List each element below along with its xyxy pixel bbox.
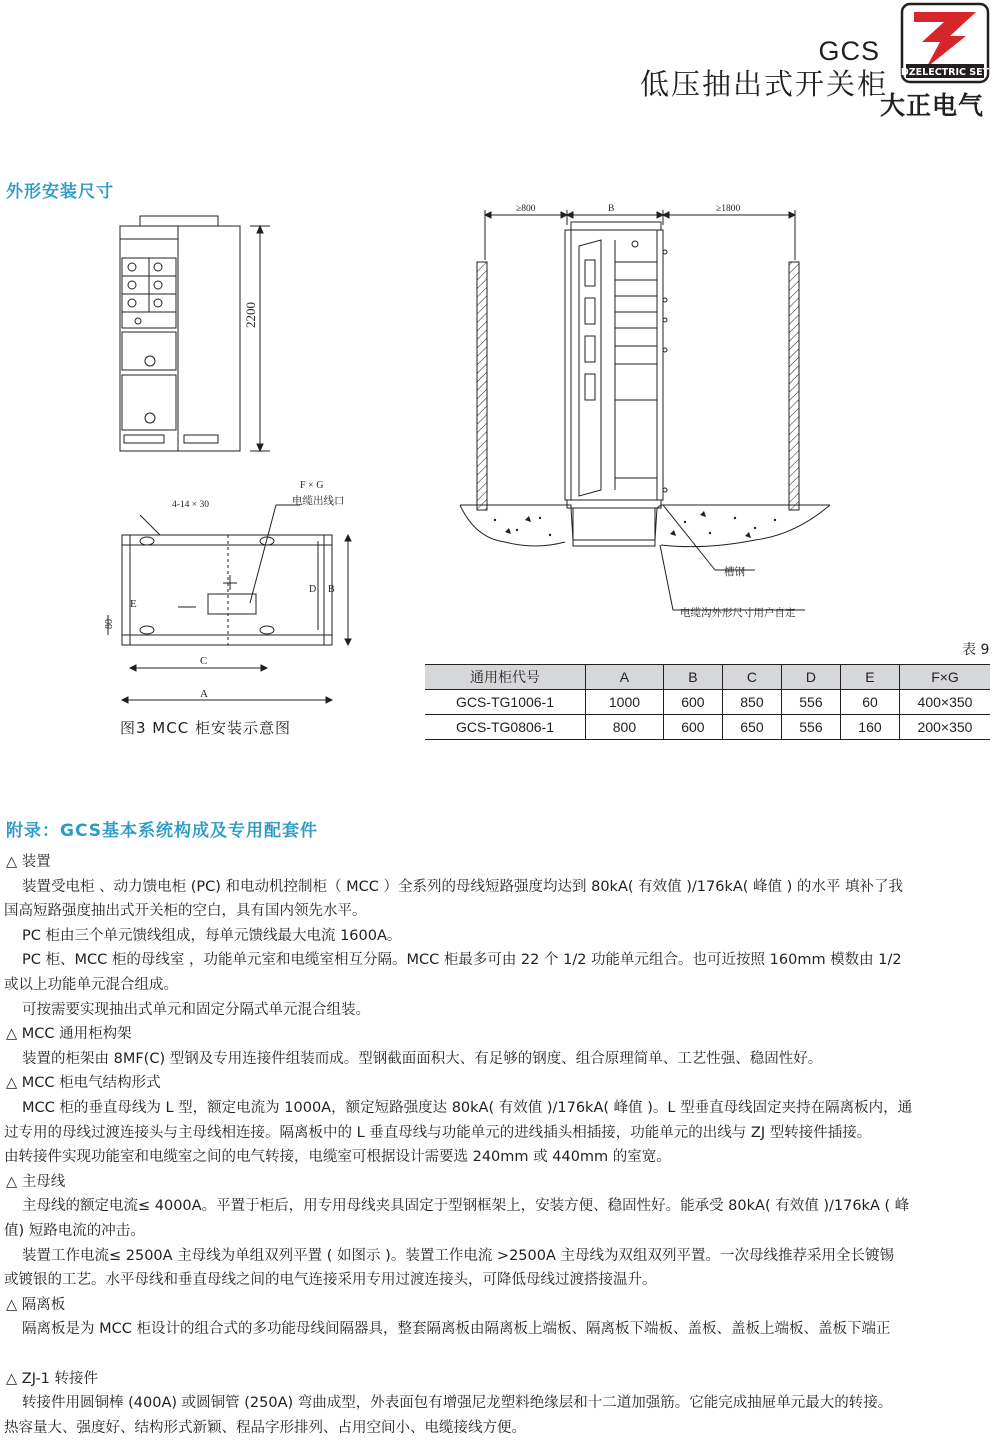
header-fg: F×G — [900, 665, 991, 690]
text-line: 可按需要实现抽出式单元和固定分隔式单元混合组装。 — [22, 1001, 370, 1018]
channel-steel-label: 槽钢 — [724, 566, 745, 578]
table-row — [425, 690, 990, 715]
cell: 60 — [840, 690, 899, 715]
dim-b-label-side: B — [608, 204, 615, 214]
dim-c-label: C — [200, 655, 208, 667]
table-caption: 表 9 — [962, 642, 990, 658]
text-line: △ 主母线 — [6, 1173, 66, 1190]
text-line: MCC 柜的垂直母线为 L 型，额定电流为 1000A，额定短路强度达 80kA( 有效值 )/176kA( 峰值 )。L 型垂直母线固定夹持在隔离板内，通 — [22, 1100, 913, 1116]
text-line: △ 装置 — [6, 854, 51, 870]
header-b: B — [663, 665, 722, 690]
cell: GCS-TG0806-1 — [425, 715, 586, 740]
text-line: △ MCC 柜电气结构形式 — [6, 1075, 161, 1092]
dim-holes-label: 4-14 × 30 — [172, 500, 210, 510]
text-line: 热容量大、强度好、结构形式新颖、程品字形排列、占用空间小、电缆接线方便。 — [4, 1419, 526, 1436]
header-c: C — [722, 665, 781, 690]
figure-caption: 图3 MCC 柜安装示意图 — [120, 719, 291, 737]
text-line: △ MCC 通用柜构架 — [6, 1026, 132, 1043]
cell: 600 — [663, 715, 722, 740]
table-row — [425, 715, 990, 740]
text-line: 转接件用圆铜棒 (400A) 或圆铜管 (250A) 弯曲成型，外表面包有增强尼龙塑料绝缘层和十二道加强筋。它能完成抽屉单元最大的转接。 — [22, 1395, 893, 1412]
text-line: 国高短路强度抽出式开关柜的空白，具有国内领先水平。 — [4, 903, 367, 920]
text-line: 由转接件实现功能室和电缆室之间的电气转接，电缆室可根据设计需要选 240mm 或 440mm 的室宽。 — [4, 1149, 671, 1166]
cell: 200×350 — [900, 715, 991, 740]
table-header-row — [425, 665, 990, 690]
header-model: GCS — [818, 36, 880, 66]
cell: 850 — [722, 690, 781, 715]
text-line: 装置的柜架由 8MF(C) 型钢及专用连接件组装而成。型钢截面面积大、有足够的钢度、组合原理简单、工艺性强、稳固性好。 — [22, 1050, 823, 1067]
section-title-appendix: 附录：GCS基本系统构成及专用配套件 — [6, 821, 318, 841]
dim-d-label: D — [309, 584, 317, 595]
text-line: 主母线的额定电流≤ 4000A。平置于柜后，用专用母线夹具固定于型钢框架上，安装方便、稳固性好。能承受 80kA( 有效值 )/176kA ( 峰 — [22, 1198, 910, 1215]
text-line: 装置受电柜 、动力馈电柜 (PC) 和电动机控制柜（ MCC ）全系列的母线短路强度均达到 80kA( 有效值 )/176kA( 峰值 ) 的水平 填补了我 — [22, 878, 904, 895]
plan-view-drawing — [100, 475, 360, 710]
cable-outlet-label: 电缆出线口 — [292, 495, 345, 507]
text-line: △ 隔离板 — [6, 1296, 66, 1313]
cable-trench-label: 电缆沟外形尺寸用户自定 — [680, 607, 796, 619]
dim-fg-label: F × G — [300, 480, 324, 491]
dim-e-label: E — [130, 598, 137, 610]
cell: GCS-TG1006-1 — [425, 690, 586, 715]
cell: 556 — [781, 715, 840, 740]
text-line: 隔离板是为 MCC 柜设计的组合式的多功能母线间隔器具，整套隔离板由隔离板上端板、隔离板下端板、盖板、盖板上端板、盖板下端正 — [22, 1321, 891, 1338]
dim-back-clearance: ≥1800 — [716, 204, 741, 214]
dim-front-clearance: ≥800 — [516, 204, 536, 214]
spec-table — [425, 664, 990, 740]
text-line: 或镀银的工艺。水平母线和垂直母线之间的电气连接采用专用过渡连接头，可降低母线过渡搭接温升。 — [4, 1272, 657, 1289]
header-model-code: 通用柜代号 — [425, 665, 586, 690]
section-title-dimensions: 外形安装尺寸 — [6, 182, 114, 202]
brand-name: 大正电气 — [880, 91, 985, 120]
text-line: PC 柜由三个单元馈线组成，每单元馈线最大电流 1600A。 — [22, 927, 402, 944]
dim-height-2200: 2200 — [243, 302, 258, 328]
dim-a-label: A — [200, 688, 208, 700]
cell: 600 — [663, 690, 722, 715]
header-title: 低压抽出式开关柜 — [639, 67, 888, 101]
company-logo — [900, 2, 990, 88]
dim-b-label-plan: B — [328, 584, 335, 595]
text-line: 装置工作电流≤ 2500A 主母线为单组双列平置 ( 如图示 )。装置工作电流 >2500A 主母线为双组双列平置。一次母线推荐采用全长镀锡 — [22, 1247, 895, 1264]
dim-80-label: 80 — [104, 619, 115, 629]
text-line: PC 柜、MCC 柜的母线室 ，功能单元室和电缆室相互分隔。MCC 柜最多可由 22 个 1/2 功能单元组合。也可近按照 160mm 模数由 1/2 — [22, 952, 902, 969]
cell: 650 — [722, 715, 781, 740]
header-d: D — [781, 665, 840, 690]
text-line: 值) 短路电流的冲击。 — [4, 1223, 145, 1239]
cell: 1000 — [586, 690, 664, 715]
cell: 160 — [840, 715, 899, 740]
front-view-drawing — [110, 215, 280, 460]
text-line: △ ZJ-1 转接件 — [6, 1370, 99, 1387]
side-view-drawing — [455, 200, 835, 630]
cell: 556 — [781, 690, 840, 715]
header-e: E — [840, 665, 899, 690]
cell: 400×350 — [900, 690, 991, 715]
logo-text: DZELECTRIC SET — [900, 67, 990, 78]
text-line: 过专用的母线过渡连接头与主母线相连接。隔离板中的 L 垂直母线与功能单元的进线插头相插接，功能单元的出线与 ZJ 型转接件插接。 — [4, 1124, 872, 1141]
header-a: A — [586, 665, 664, 690]
text-line: 或以上功能单元混合组成。 — [4, 977, 178, 993]
cell: 800 — [586, 715, 664, 740]
